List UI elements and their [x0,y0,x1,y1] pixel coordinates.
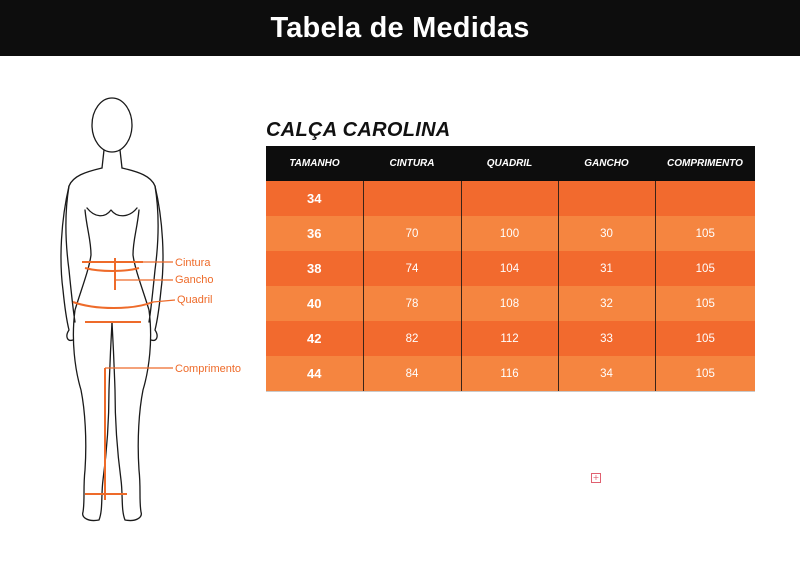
header-comprimento: COMPRIMENTO [655,146,755,181]
cell-quadril [461,181,558,216]
size-chart-table [266,146,755,392]
table-header-row [266,146,755,181]
header-quadril: QUADRIL [461,146,558,181]
cell-quadril: 100 [461,216,558,251]
cell-size: 38 [266,251,363,286]
cintura-arc [85,268,139,271]
cell-comprimento [655,181,755,216]
neck-shape [102,150,122,168]
cell-size: 36 [266,216,363,251]
cell-quadril: 104 [461,251,558,286]
cell-quadril: 112 [461,321,558,356]
cell-cintura: 70 [363,216,461,251]
label-comprimento: Comprimento [175,363,242,375]
cell-cintura [363,181,461,216]
quadril-marker [73,302,153,308]
cell-comprimento: 105 [655,286,755,321]
page-title: Tabela de Medidas [270,11,530,44]
cell-gancho: 30 [558,216,655,251]
table-row [266,321,755,356]
table-row [266,181,755,216]
head-shape [92,98,132,152]
cell-comprimento: 105 [655,216,755,251]
label-quadril: Quadril [177,294,213,306]
page-header [0,0,800,56]
header-tamanho: TAMANHO [266,146,363,181]
cell-comprimento: 105 [655,251,755,286]
quadril-leader [153,300,175,302]
bust-line [87,208,137,216]
cell-quadril: 116 [461,356,558,392]
body-outline-illustration [55,90,255,530]
table-row [266,216,755,251]
table-row [266,356,755,392]
cell-gancho [558,181,655,216]
body-right-outline [112,168,158,521]
cell-comprimento: 105 [655,321,755,356]
cell-gancho: 31 [558,251,655,286]
header-cintura: CINTURA [363,146,461,181]
body-figure [55,90,255,530]
header-gancho: GANCHO [558,146,655,181]
cell-comprimento: 105 [655,356,755,392]
label-cintura: Cintura [175,257,211,269]
cell-cintura: 74 [363,251,461,286]
cell-size: 44 [266,356,363,392]
cell-cintura: 82 [363,321,461,356]
product-title: CALÇA CAROLINA [266,119,451,141]
cell-gancho: 32 [558,286,655,321]
cell-gancho: 33 [558,321,655,356]
table-row [266,286,755,321]
cell-cintura: 78 [363,286,461,321]
plus-box-icon: + [592,473,600,482]
table-row [266,251,755,286]
cell-quadril: 108 [461,286,558,321]
cell-size: 34 [266,181,363,216]
cell-cintura: 84 [363,356,461,392]
cell-gancho: 34 [558,356,655,392]
cell-size: 40 [266,286,363,321]
label-gancho: Gancho [175,274,214,286]
cell-size: 42 [266,321,363,356]
